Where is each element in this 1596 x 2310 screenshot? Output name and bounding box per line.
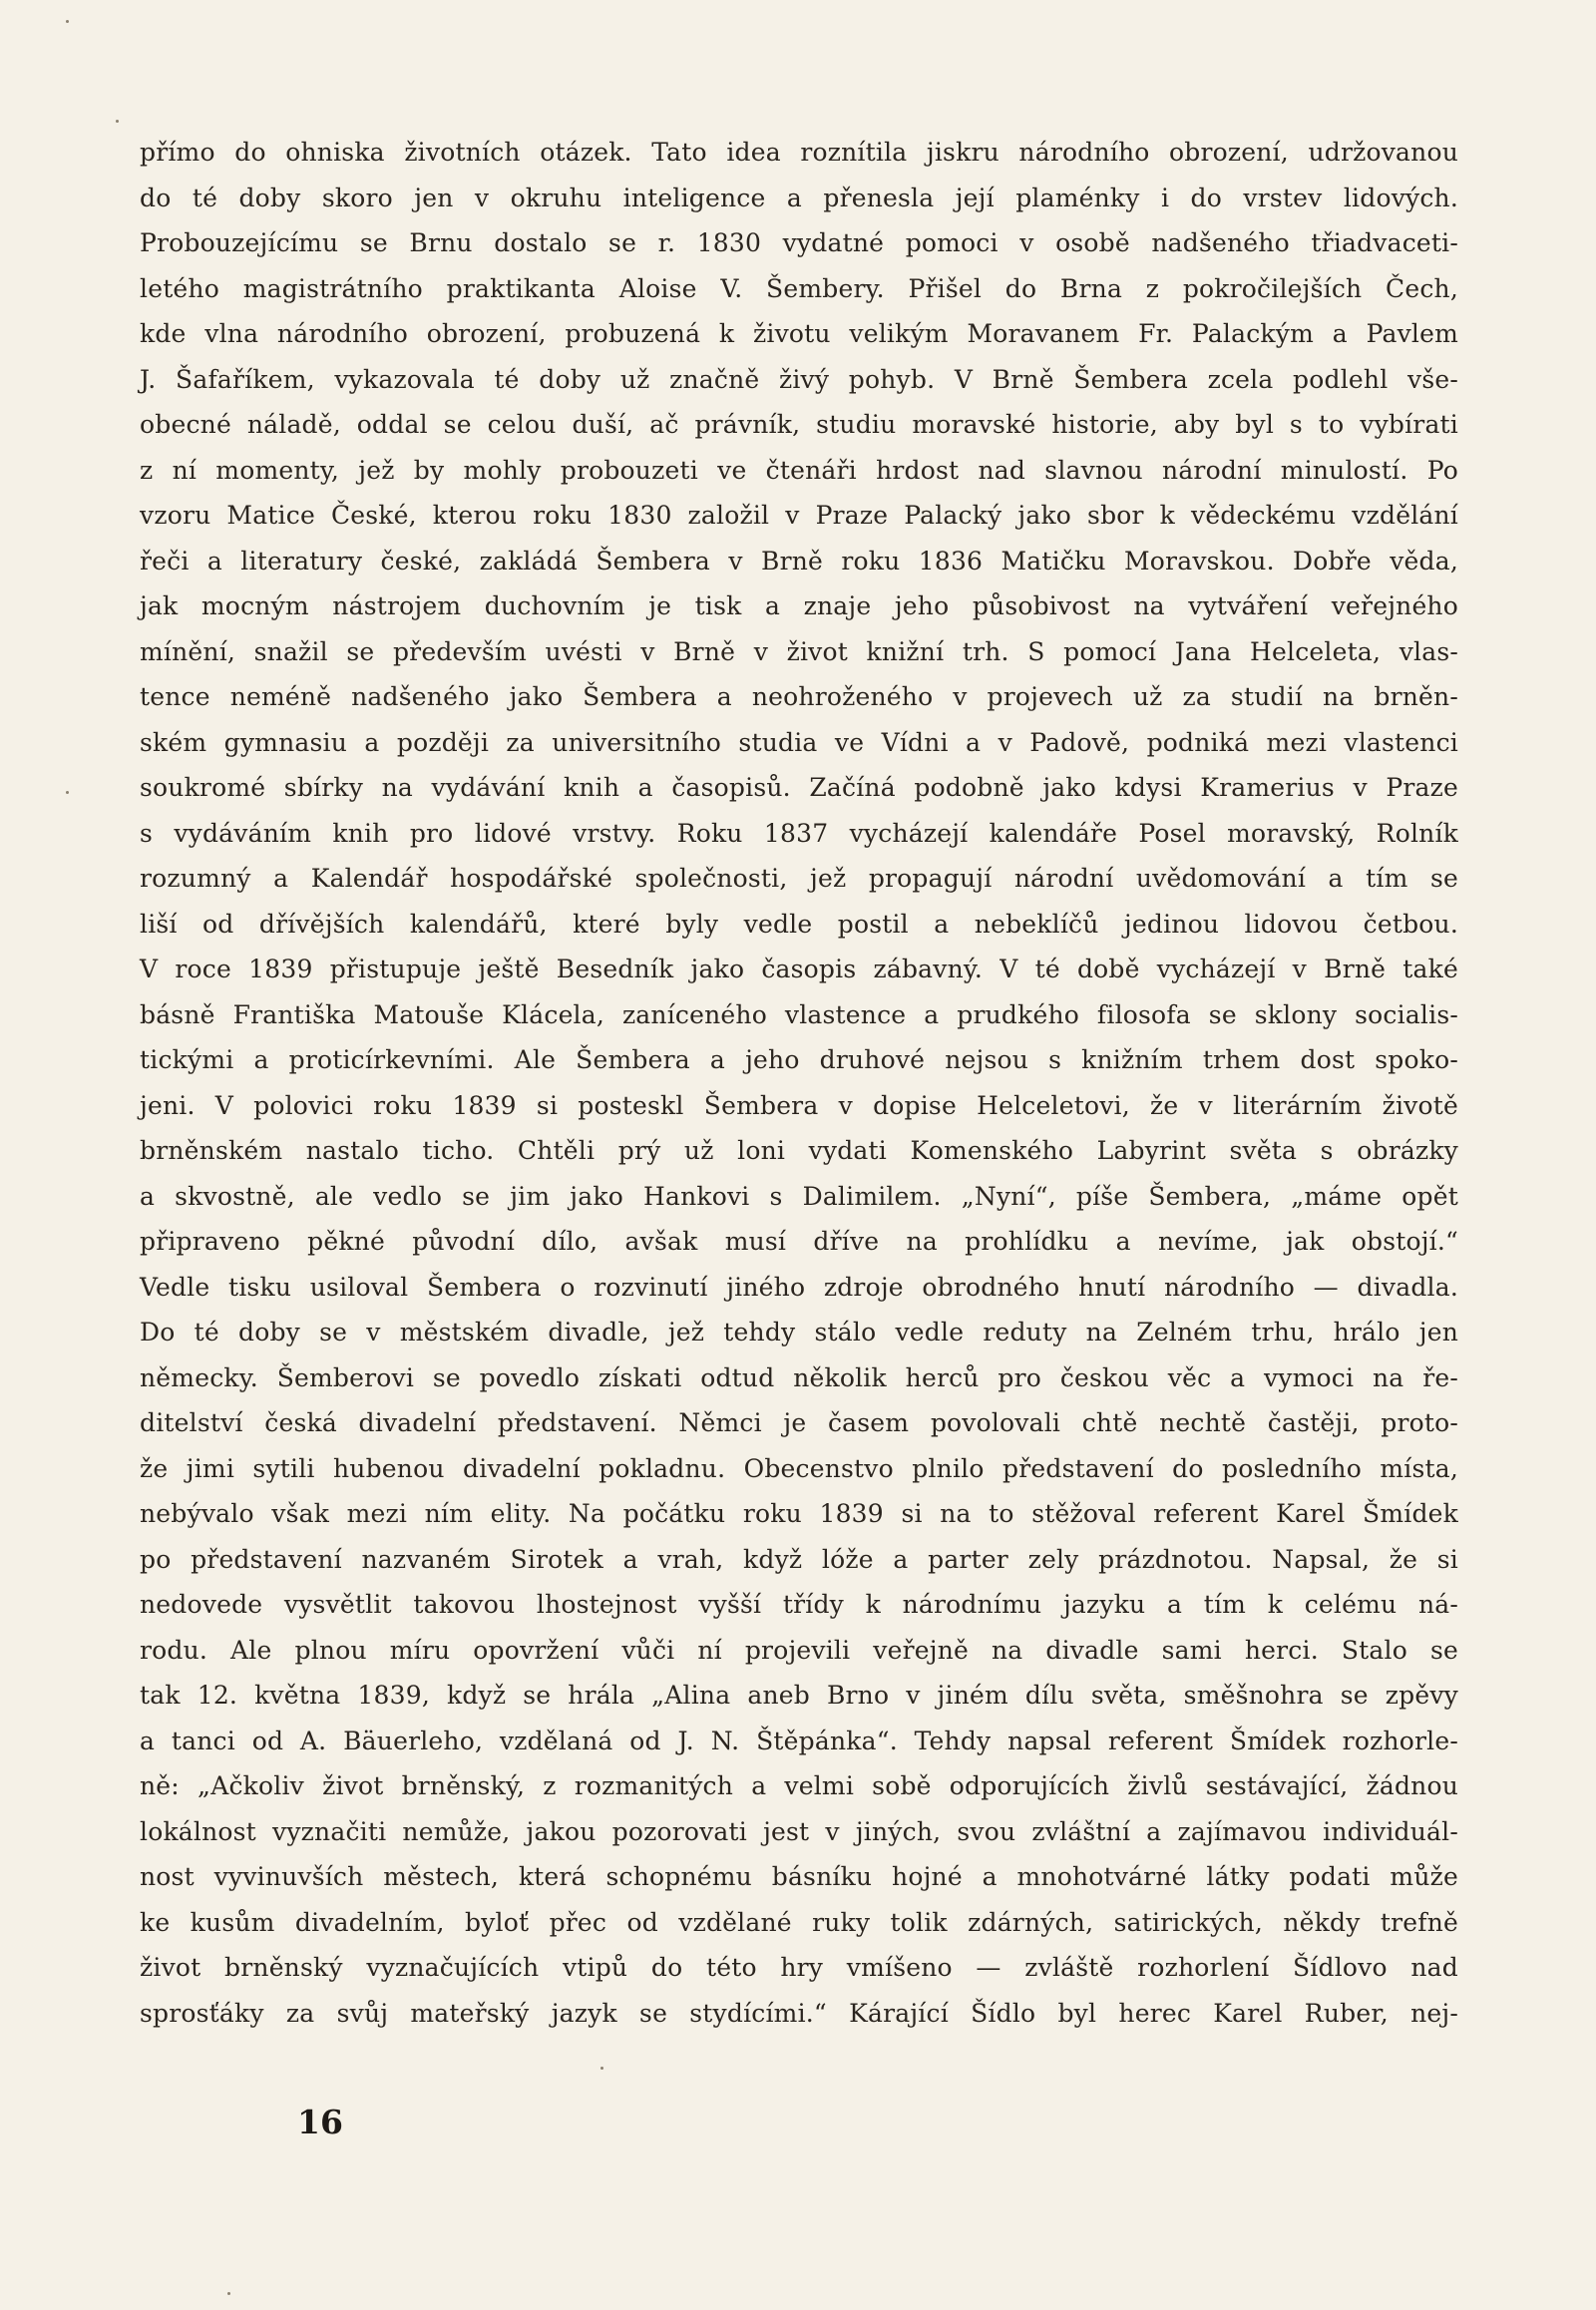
text-line: jeni. V polovici roku 1839 si posteskl Šembera v dopise Helceletovi, že v literárním životě	[140, 1090, 1458, 1120]
text-line: básně Františka Matouše Klácela, zaníceného vlastence a prudkého filosofa se sklony socialis-	[140, 999, 1458, 1029]
text-line: obecné náladě, oddal se celou duší, ač právník, studiu moravské historie, aby byl s to vybírati	[140, 410, 1458, 439]
paper-speck	[66, 791, 69, 794]
page-number: 16	[297, 2103, 343, 2141]
text-line: ském gymnasiu a později za universitního studia ve Vídni a v Padově, podniká mezi vlastenci	[140, 727, 1458, 757]
text-line: po představení nazvaném Sirotek a vrah, když lóže a parter zely prázdnotou. Napsal, že si	[140, 1544, 1458, 1574]
paper-speck	[600, 2067, 603, 2070]
text-line: přímo do ohniska životních otázek. Tato idea roznítila jiskru národního obrození, udržovanou	[140, 138, 1458, 167]
text-line: kde vlna národního obrození, probuzená k životu velikým Moravanem Fr. Palackým a Pavlem	[140, 319, 1458, 348]
text-line: vzoru Matice České, kterou roku 1830 založil v Praze Palacký jako sbor k vědeckému vzdělání	[140, 501, 1458, 530]
text-line: brněnském nastalo ticho. Chtěli prý už loni vydati Komenského Labyrint světa s obrázky	[140, 1136, 1458, 1165]
text-line: nebývalo však mezi ním elity. Na počátku roku 1839 si na to stěžoval referent Karel Šmídek	[140, 1499, 1458, 1528]
text-line: do té doby skoro jen v okruhu inteligence a přenesla její plaménky i do vrstev lidových.	[140, 183, 1458, 212]
body-text	[140, 130, 1458, 2036]
text-line: letého magistrátního praktikanta Aloise V. Šembery. Přišel do Brna z pokročilejších Čech,	[140, 273, 1458, 303]
text-line: z ní momenty, jež by mohly probouzeti ve čtenáři hrdost nad slavnou národní minulostí. Po	[140, 455, 1458, 485]
text-line: ně: „Ačkoliv život brněnský, z rozmanitých a velmi sobě odporujících živlů sestávající, žádnou	[140, 1771, 1458, 1800]
text-line: V roce 1839 přistupuje ještě Besedník jako časopis zábavný. V té době vycházejí v Brně také	[140, 955, 1458, 983]
text-line: liší od dřívějších kalendářů, které byly vedle postil a nebeklíčů jedinou lidovou četbou.	[140, 909, 1458, 939]
text-line: a tanci od A. Bäuerleho, vzdělaná od J. N. Štěpánka“. Tehdy napsal referent Šmídek rozhorle-	[140, 1726, 1458, 1755]
text-line: s vydáváním knih pro lidové vrstvy. Roku 1837 vycházejí kalendáře Posel moravský, Rolník	[140, 818, 1458, 848]
text-line: nedovede vysvětlit takovou lhostejnost vyšší třídy k národnímu jazyku a tím k celému ná-	[140, 1590, 1458, 1619]
paper-speck	[66, 20, 69, 23]
text-line: Probouzejícímu se Brnu dostalo se r. 1830 vydatné pomoci v osobě nadšeného třiadvaceti-	[140, 228, 1458, 257]
text-line: tak 12. května 1839, když se hrála „Alina aneb Brno v jiném dílu světa, směšnohra se zpěvy	[140, 1681, 1458, 1710]
text-line: Vedle tisku usiloval Šembera o rozvinutí jiného zdroje obrodného hnutí národního — divadla.	[140, 1272, 1458, 1302]
text-line: rozumný a Kalendář hospodářské společnosti, jež propagují národní uvědomování a tím se	[140, 864, 1458, 893]
text-line: nost vyvinuvších městech, která schopnému básníku hojné a mnohotvárné látky podati může	[140, 1862, 1458, 1891]
text-line: mínění, snažil se především uvésti v Brně v život knižní trh. S pomocí Jana Helceleta, vlas-	[140, 636, 1458, 666]
text-line: soukromé sbírky na vydávání knih a časopisů. Začíná podobně jako kdysi Kramerius v Praze	[140, 773, 1458, 802]
text-line: ditelství česká divadelní představení. Němci je časem povolovali chtě nechtě častěji, proto-	[140, 1408, 1458, 1437]
text-line: rodu. Ale plnou míru opovržení vůči ní projevili veřejně na divadle sami herci. Stalo se	[140, 1635, 1458, 1665]
text-line: že jimi sytili hubenou divadelní pokladnu. Obecenstvo plnilo představení do posledního místa,	[140, 1453, 1458, 1483]
text-line: sprosťáky za svůj mateřský jazyk se stydícími.“ Kárající Šídlo byl herec Karel Ruber, nej-	[140, 1998, 1458, 2028]
text-line: tickými a proticírkevními. Ale Šembera a jeho druhové nejsou s knižním trhem dost spoko-	[140, 1045, 1458, 1074]
text-line: J. Šafaříkem, vykazovala té doby už značně živý pohyb. V Brně Šembera zcela podlehl vše-	[140, 364, 1458, 394]
text-line: a skvostně, ale vedlo se jim jako Hankovi s Dalimilem. „Nyní“, píše Šembera, „máme opět	[140, 1181, 1458, 1211]
text-line: jak mocným nástrojem duchovním je tisk a znaje jeho působivost na vytváření veřejného	[140, 591, 1458, 620]
paper-speck	[227, 2292, 230, 2295]
text-line: lokálnost vyznačiti nemůže, jakou pozorovati jest v jiných, svou zvláštní a zajímavou individuál-	[140, 1816, 1458, 1846]
paper-speck	[116, 120, 119, 123]
text-line: Do té doby se v městském divadle, jež tehdy stálo vedle reduty na Zelném trhu, hrálo jen	[140, 1318, 1458, 1347]
text-line: tence neméně nadšeného jako Šembera a neohroženého v projevech už za studií na brněn-	[140, 682, 1458, 711]
text-line: ke kusům divadelním, byloť přec od vzdělané ruky tolik zdárných, satirických, někdy trefně	[140, 1907, 1458, 1937]
text-line: řeči a literatury české, zakládá Šembera v Brně roku 1836 Matičku Moravskou. Dobře věda,	[140, 546, 1458, 576]
text-line: německy. Šemberovi se povedlo získati odtud několik herců pro českou věc a vymoci na ře-	[140, 1362, 1458, 1392]
text-line: připraveno pěkné původní dílo, avšak musí dříve na prohlídku a nevíme, jak obstojí.“	[140, 1227, 1458, 1256]
text-line: život brněnský vyznačujících vtipů do této hry vmíšeno — zvláště rozhorlení Šídlovo nad	[140, 1953, 1458, 1982]
